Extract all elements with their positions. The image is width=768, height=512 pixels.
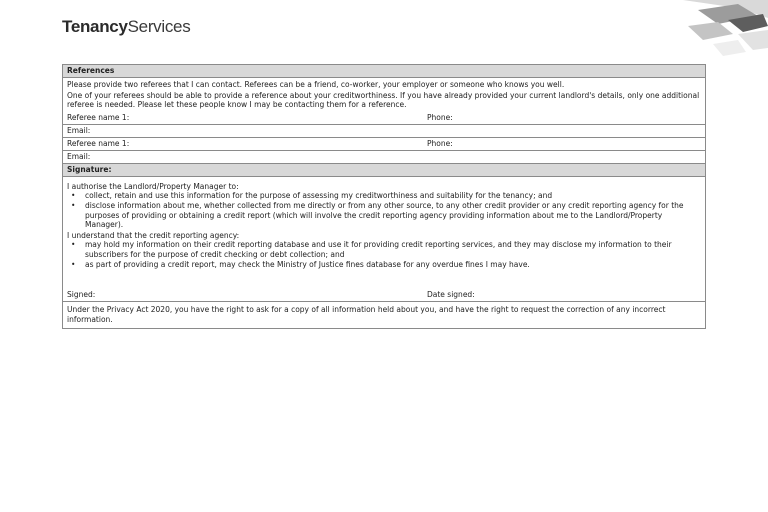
understand-item: • as part of providing a credit report, may check the Ministry of Justice fines database for any overdue fines I may have. [67, 260, 701, 270]
referee-1-phone-field[interactable]: Phone: [427, 112, 453, 122]
understand-item: • may hold my information on their credit reporting database and use it for providing credit reporting services, and they may disclose my information to their subscribers for the purpose of credit checking or debt collection; and [67, 240, 701, 259]
decorative-corner-graphic [588, 0, 768, 70]
privacy-act-note: Under the Privacy Act 2020, you have the right to ask for a copy of all information held about you, and have the right to request the correction of any incorrect information. [63, 301, 705, 328]
referee-2-phone-field[interactable]: Phone: [427, 138, 453, 148]
authorise-item: • collect, retain and use this information for the purpose of assessing my creditworthiness and suitability for the tenancy; and [67, 191, 701, 201]
logo-bold-text: Tenancy [62, 17, 128, 36]
signature-section [63, 177, 705, 301]
referee-2-email-row [63, 150, 705, 163]
date-signed-field[interactable]: Date signed: [427, 290, 475, 300]
references-intro [63, 78, 705, 112]
referee-1-row [63, 112, 705, 124]
understand-list [63, 240, 705, 269]
references-intro-paragraph-1: Please provide two referees that I can contact. Referees can be a friend, co-worker, your employer or someone who knows you well. [67, 80, 565, 89]
understand-intro: I understand that the credit reporting agency: [67, 230, 240, 240]
authorise-intro: I authorise the Landlord/Property Manager to: [67, 181, 239, 191]
referee-1-email-field[interactable]: Email: [67, 125, 91, 135]
signed-field[interactable]: Signed: [67, 290, 96, 300]
referee-2-row [63, 137, 705, 150]
referee-1-name-field[interactable]: Referee name 1: [67, 112, 130, 122]
authorise-list [63, 191, 705, 229]
signature-heading: Signature: [63, 163, 705, 177]
referee-2-email-field[interactable]: Email: [67, 151, 91, 161]
authorise-item: • disclose information about me, whether collected from me directly or from any other source, to any other credit provider or any credit reporting agency for the purposes of providing or obtaining a credit report (which will involve the credit reporting agency providing information about me to the Landlord/Property Manager). [67, 201, 701, 230]
tenancy-services-logo [62, 17, 190, 37]
referee-2-name-field[interactable]: Referee name 1: [67, 138, 130, 148]
references-intro-paragraph-2: One of your referees should be able to provide a reference about your creditworthiness. If you have already provided your current landlord's details, only one additional referee is needed. Please let these people know I may be contacting them for a reference. [67, 90, 700, 110]
reference-signature-form [62, 64, 706, 329]
referee-1-email-row [63, 124, 705, 137]
references-heading: References [63, 65, 705, 78]
logo-light-text: Services [127, 17, 191, 36]
signature-row [63, 289, 705, 301]
